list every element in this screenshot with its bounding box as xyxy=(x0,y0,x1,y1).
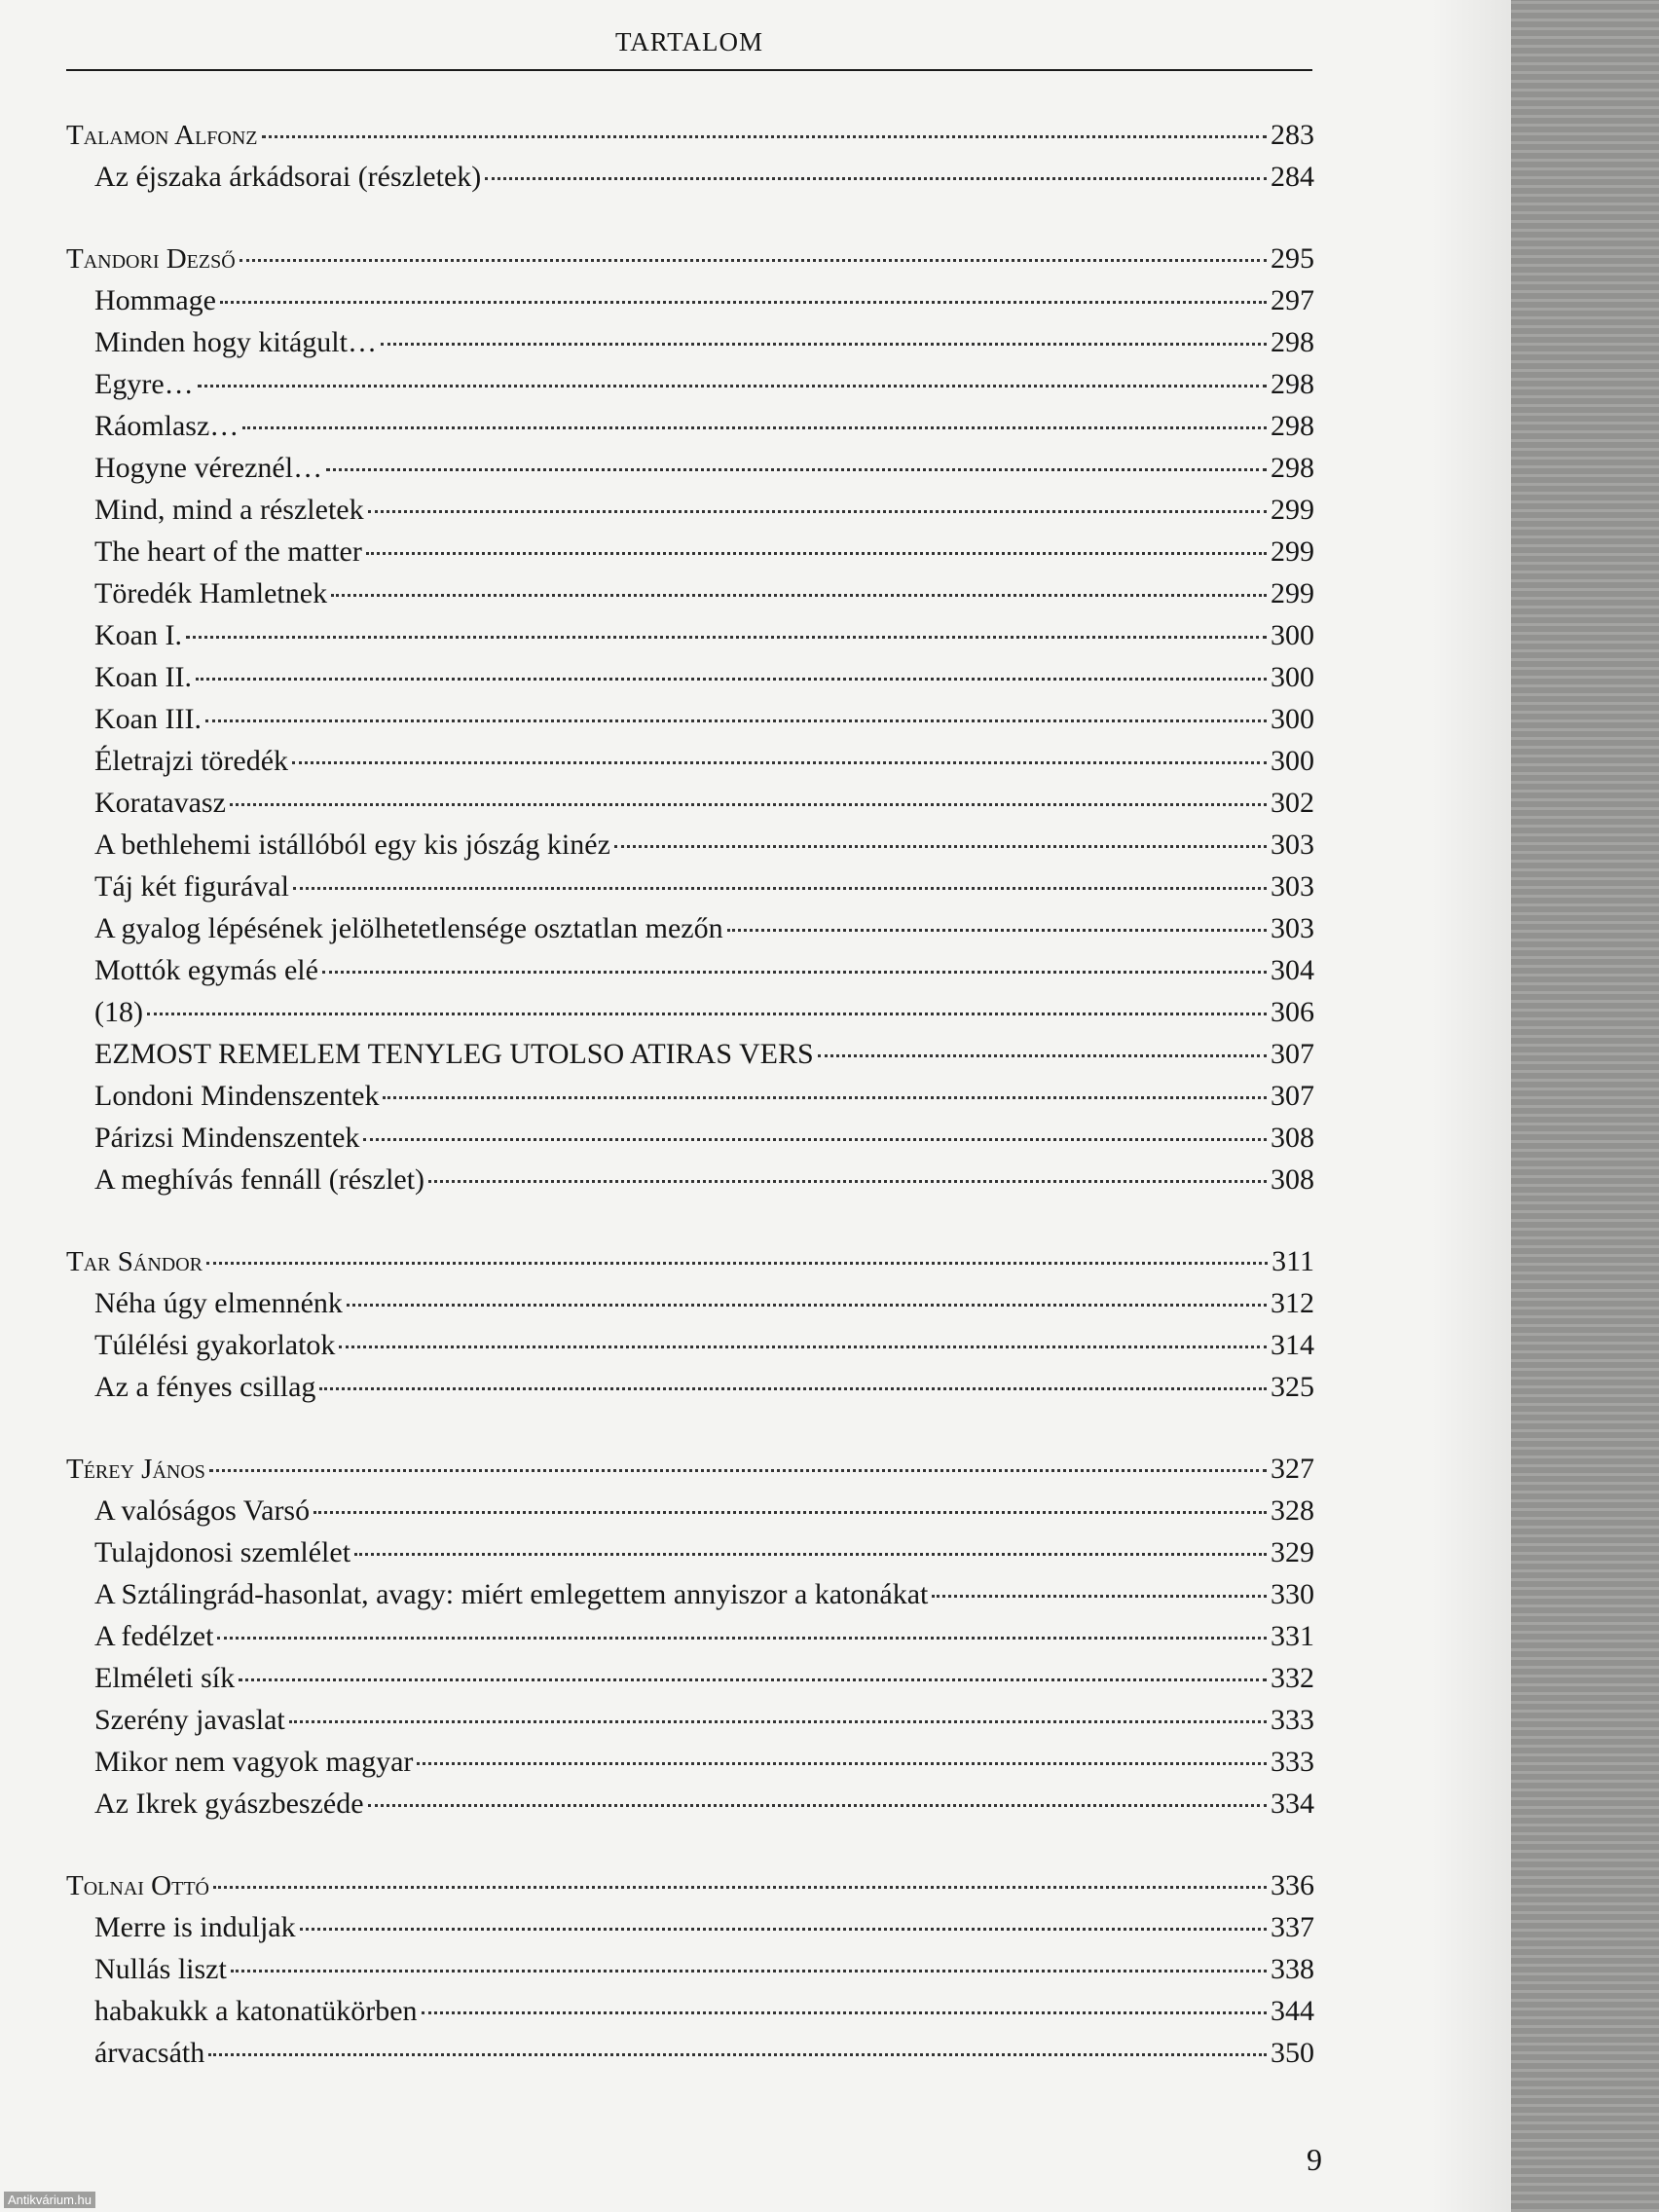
entry-title: Mikor nem vagyok magyar xyxy=(94,1746,414,1778)
leader-dots xyxy=(231,1970,1267,1972)
leader-dots xyxy=(727,929,1267,932)
toc-entry-row xyxy=(66,1287,1314,1329)
toc-entry-row xyxy=(66,1329,1314,1371)
toc-entry-row xyxy=(66,1704,1314,1746)
toc-entry-row xyxy=(66,1163,1314,1205)
author-name: Tar Sándor xyxy=(66,1246,203,1277)
entry-page-number: 303 xyxy=(1271,912,1314,944)
leader-dots xyxy=(230,803,1267,806)
leader-dots xyxy=(196,678,1267,681)
entry-page-number: 299 xyxy=(1271,535,1314,568)
section-gap xyxy=(66,203,1314,242)
entry-page-number: 330 xyxy=(1271,1578,1314,1610)
leader-dots xyxy=(313,1511,1267,1514)
entry-title: EZMOST REMELEM TENYLEG UTOLSO ATIRAS VERS xyxy=(94,1038,814,1070)
entry-page-number: 300 xyxy=(1271,661,1314,693)
toc-entry-row xyxy=(66,535,1314,577)
toc-entry-row xyxy=(66,996,1314,1038)
toc-entry-row xyxy=(66,1746,1314,1788)
author-page-number: 311 xyxy=(1272,1245,1314,1277)
toc-entry-row xyxy=(66,787,1314,829)
toc-entry-row xyxy=(66,1371,1314,1413)
entry-title: Az éjszaka árkádsorai (részletek) xyxy=(94,161,482,193)
leader-dots xyxy=(198,385,1267,387)
entry-page-number: 300 xyxy=(1271,703,1314,735)
entry-page-number: 337 xyxy=(1271,1911,1314,1943)
header-rule xyxy=(66,69,1312,71)
entry-title: Nullás liszt xyxy=(94,1953,227,1985)
toc-entry-row xyxy=(66,452,1314,494)
toc-entry-row xyxy=(66,619,1314,661)
leader-dots xyxy=(339,1346,1267,1348)
toc-author-row xyxy=(66,1245,1314,1287)
leader-dots xyxy=(213,1886,1267,1889)
toc-entry-row xyxy=(66,1620,1314,1662)
author-name: Tandori Dezső xyxy=(66,243,236,275)
toc-entry-row xyxy=(66,1911,1314,1953)
toc-entry-row xyxy=(66,1578,1314,1620)
leader-dots xyxy=(368,1804,1267,1807)
page-edge-shadow xyxy=(1431,0,1511,2212)
section-gap xyxy=(66,1829,1314,1869)
entry-title: Táj két figurával xyxy=(94,870,289,903)
leader-dots xyxy=(217,1637,1267,1640)
leader-dots xyxy=(422,2011,1267,2014)
leader-dots xyxy=(239,1678,1267,1681)
entry-page-number: 344 xyxy=(1271,1995,1314,2027)
entry-title: habakukk a katonatükörben xyxy=(94,1995,418,2027)
toc-entry-row xyxy=(66,1494,1314,1536)
entry-title: Koan I. xyxy=(94,619,182,651)
author-page-number: 327 xyxy=(1271,1453,1314,1485)
leader-dots xyxy=(366,552,1267,555)
entry-page-number: 350 xyxy=(1271,2037,1314,2069)
entry-title: A fedélzet xyxy=(94,1620,214,1652)
entry-title: Az Ikrek gyászbeszéde xyxy=(94,1788,364,1820)
entry-title: Hommage xyxy=(94,284,216,316)
entry-title: Életrajzi töredék xyxy=(94,745,289,777)
entry-page-number: 284 xyxy=(1271,161,1314,193)
entry-page-number: 299 xyxy=(1271,494,1314,526)
entry-title: Ráomlasz… xyxy=(94,410,240,442)
running-head: TARTALOM xyxy=(614,27,764,56)
leader-dots xyxy=(293,887,1267,890)
toc-author-row xyxy=(66,1453,1314,1494)
entry-page-number: 308 xyxy=(1271,1163,1314,1196)
leader-dots xyxy=(363,1138,1267,1141)
entry-title: Elméleti sík xyxy=(94,1662,236,1694)
entry-title: Töredék Hamletnek xyxy=(94,577,328,609)
toc-entry-row xyxy=(66,1122,1314,1163)
leader-dots xyxy=(240,259,1267,262)
entry-page-number: 303 xyxy=(1271,829,1314,861)
entry-title: Egyre… xyxy=(94,368,194,400)
entry-page-number: 332 xyxy=(1271,1662,1314,1694)
entry-title: A meghívás fennáll (részlet) xyxy=(94,1163,425,1196)
entry-page-number: 298 xyxy=(1271,410,1314,442)
entry-title: Koan II. xyxy=(94,661,192,693)
entry-page-number: 331 xyxy=(1271,1620,1314,1652)
toc-entry-row xyxy=(66,161,1314,203)
entry-title: Mind, mind a részletek xyxy=(94,494,364,526)
entry-page-number: 306 xyxy=(1271,996,1314,1028)
entry-title: Minden hogy kitágult… xyxy=(94,326,377,358)
toc-entry-row xyxy=(66,284,1314,326)
entry-title: A valóságos Varsó xyxy=(94,1494,311,1527)
author-name: Térey János xyxy=(66,1454,205,1485)
watermark: Antikvárium.hu xyxy=(4,2192,95,2208)
leader-dots xyxy=(319,1387,1267,1390)
toc-entry-row xyxy=(66,661,1314,703)
table-of-contents xyxy=(66,119,1314,2079)
toc-entry-row xyxy=(66,494,1314,535)
toc-entry-row xyxy=(66,1788,1314,1829)
toc-entry-row xyxy=(66,912,1314,954)
leader-dots xyxy=(322,971,1267,974)
toc-entry-row xyxy=(66,368,1314,410)
leader-dots xyxy=(205,719,1267,722)
section-gap xyxy=(66,1413,1314,1453)
leader-dots xyxy=(354,1553,1267,1556)
entry-title: Néha úgy elmennénk xyxy=(94,1287,343,1319)
entry-page-number: 298 xyxy=(1271,326,1314,358)
entry-page-number: 334 xyxy=(1271,1788,1314,1820)
leader-dots xyxy=(331,594,1267,597)
leader-dots xyxy=(614,845,1267,848)
entry-page-number: 333 xyxy=(1271,1704,1314,1736)
entry-title: The heart of the matter xyxy=(94,535,362,568)
toc-entry-row xyxy=(66,1662,1314,1704)
entry-title: (18) xyxy=(94,996,143,1028)
entry-page-number: 302 xyxy=(1271,787,1314,819)
entry-title: Koan III. xyxy=(94,703,202,735)
entry-page-number: 307 xyxy=(1271,1080,1314,1112)
entry-page-number: 328 xyxy=(1271,1494,1314,1527)
author-name: Tolnai Ottó xyxy=(66,1870,209,1901)
toc-entry-row xyxy=(66,410,1314,452)
entry-page-number: 304 xyxy=(1271,954,1314,986)
toc-entry-row xyxy=(66,870,1314,912)
toc-entry-row xyxy=(66,829,1314,870)
leader-dots xyxy=(220,301,1267,304)
entry-title: Párizsi Mindenszentek xyxy=(94,1122,360,1154)
toc-entry-row xyxy=(66,1536,1314,1578)
entry-title: Koratavasz xyxy=(94,787,226,819)
leader-dots xyxy=(186,636,1267,639)
toc-entry-row xyxy=(66,745,1314,787)
entry-page-number: 307 xyxy=(1271,1038,1314,1070)
leader-dots xyxy=(932,1595,1267,1598)
leader-dots xyxy=(381,343,1267,346)
entry-page-number: 325 xyxy=(1271,1371,1314,1403)
leader-dots xyxy=(292,761,1267,764)
entry-title: Tulajdonosi szemlélet xyxy=(94,1536,351,1568)
leader-dots xyxy=(417,1762,1267,1765)
leader-dots xyxy=(208,2053,1267,2056)
author-page-number: 283 xyxy=(1271,119,1314,151)
toc-author-row xyxy=(66,242,1314,284)
leader-dots xyxy=(368,510,1267,513)
leader-dots xyxy=(485,177,1267,180)
toc-entry-row xyxy=(66,703,1314,745)
entry-page-number: 338 xyxy=(1271,1953,1314,1985)
toc-entry-row xyxy=(66,1080,1314,1122)
leader-dots xyxy=(209,1469,1267,1472)
leader-dots xyxy=(383,1096,1267,1099)
leader-dots xyxy=(347,1304,1267,1307)
leader-dots xyxy=(147,1013,1267,1015)
entry-title: Merre is induljak xyxy=(94,1911,296,1943)
entry-page-number: 329 xyxy=(1271,1536,1314,1568)
leader-dots xyxy=(242,426,1267,429)
author-page-number: 336 xyxy=(1271,1869,1314,1901)
leader-dots xyxy=(206,1262,1268,1265)
entry-page-number: 312 xyxy=(1271,1287,1314,1319)
entry-page-number: 314 xyxy=(1271,1329,1314,1361)
toc-entry-row xyxy=(66,954,1314,996)
entry-title: Mottók egymás elé xyxy=(94,954,318,986)
toc-entry-row xyxy=(66,326,1314,368)
toc-author-row xyxy=(66,119,1314,161)
entry-page-number: 298 xyxy=(1271,368,1314,400)
leader-dots xyxy=(300,1928,1267,1931)
entry-title: A gyalog lépésének jelölhetetlensége osztatlan mezőn xyxy=(94,912,723,944)
facing-page-edge xyxy=(1511,0,1659,2212)
toc-entry-row xyxy=(66,1953,1314,1995)
toc-entry-row xyxy=(66,577,1314,619)
author-name: Talamon Alfonz xyxy=(66,120,258,151)
entry-title: Túlélési gyakorlatok xyxy=(94,1329,336,1361)
page-number: 9 xyxy=(1307,2142,1322,2177)
entry-page-number: 299 xyxy=(1271,577,1314,609)
leader-dots xyxy=(262,135,1267,138)
entry-page-number: 333 xyxy=(1271,1746,1314,1778)
entry-title: A Sztálingrád-hasonlat, avagy: miért emlegettem annyiszor a katonákat xyxy=(94,1578,929,1610)
entry-title: Londoni Mindenszentek xyxy=(94,1080,380,1112)
leader-dots xyxy=(326,468,1267,471)
entry-page-number: 300 xyxy=(1271,745,1314,777)
leader-dots xyxy=(428,1180,1267,1183)
entry-page-number: 298 xyxy=(1271,452,1314,484)
toc-entry-row xyxy=(66,1995,1314,2037)
toc-entry-row xyxy=(66,1038,1314,1080)
entry-page-number: 308 xyxy=(1271,1122,1314,1154)
entry-title: Az a fényes csillag xyxy=(94,1371,316,1403)
entry-page-number: 303 xyxy=(1271,870,1314,903)
entry-title: A bethlehemi istállóból egy kis jószág kinéz xyxy=(94,829,610,861)
author-page-number: 295 xyxy=(1271,242,1314,275)
leader-dots xyxy=(289,1720,1267,1723)
leader-dots xyxy=(818,1054,1267,1057)
entry-title: Szerény javaslat xyxy=(94,1704,285,1736)
entry-page-number: 297 xyxy=(1271,284,1314,316)
toc-author-row xyxy=(66,1869,1314,1911)
entry-page-number: 300 xyxy=(1271,619,1314,651)
entry-title: Hogyne véreznél… xyxy=(94,452,323,484)
section-gap xyxy=(66,1205,1314,1245)
entry-title: árvacsáth xyxy=(94,2037,205,2069)
toc-entry-row xyxy=(66,2037,1314,2079)
